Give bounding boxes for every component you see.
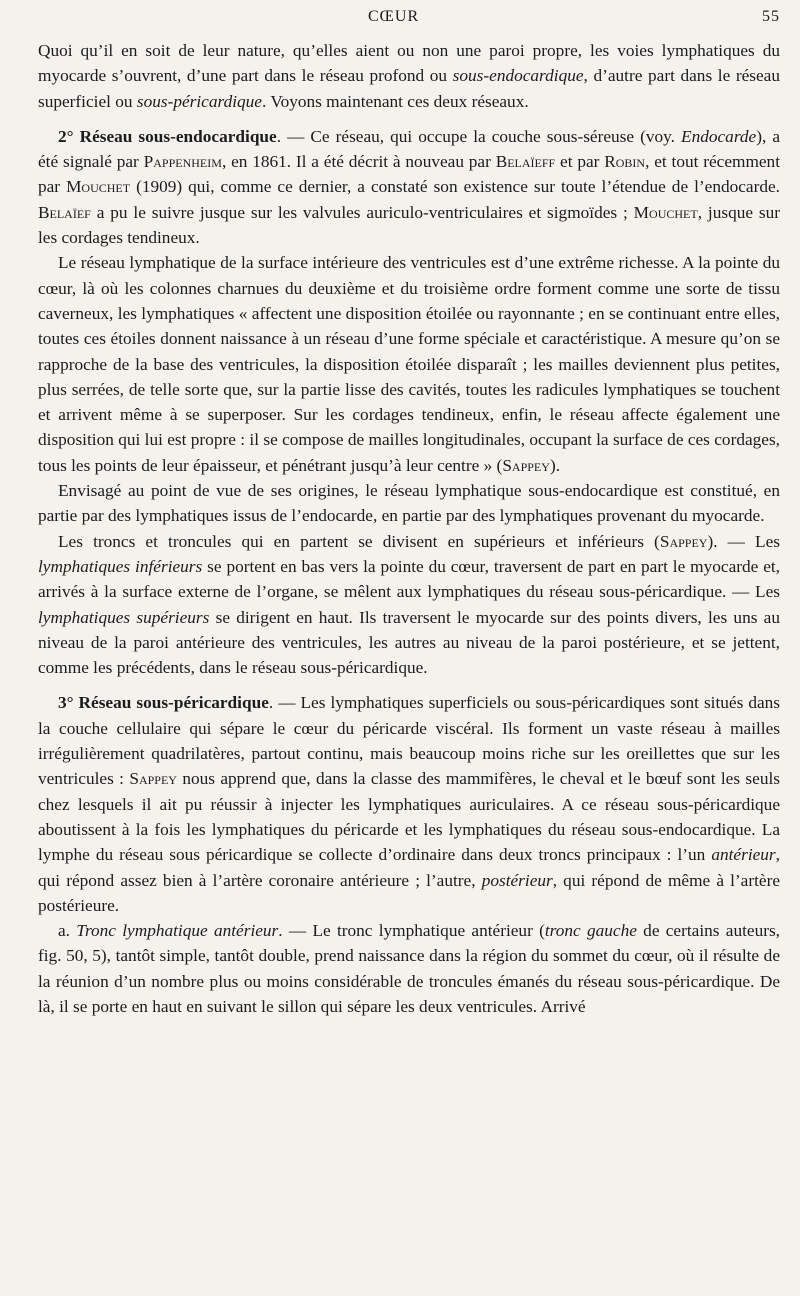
author-name: Pappenheim (143, 152, 222, 172)
text-run: . Voyons maintenant ces deux réseaux. (261, 91, 529, 111)
text-run: . — Le tronc lymphatique antérieur ( (278, 921, 545, 941)
italic-term: tronc gauche (544, 921, 637, 941)
italic-term: sous-endocardique (452, 66, 584, 86)
paragraph (38, 250, 780, 478)
italic-term: lymphatiques supérieurs (38, 607, 210, 627)
text-run: , et tout récemment par (38, 152, 781, 197)
text-run: Envisagé au point de vue de ses origines, le réseau lymphatique sous-endocardique est constitué, en partie par des lymphatiques issus de l’endocarde, en partie par des lymphatiques provenant du myocarde. (38, 481, 780, 526)
author-name: Sappey (129, 769, 177, 789)
text-run: , qui répond de même à l’artère postérieure. (38, 870, 780, 915)
section-heading: 2° Réseau sous-endocardique (58, 126, 277, 146)
author-name: Belaïeff (495, 152, 556, 172)
running-title: CŒUR (368, 8, 420, 25)
text-run: se portent en bas vers la pointe du cœur, traversent de part en part le myocarde et, arrivés à la surface externe de l’organe, se mêlent aux lymphatiques du réseau sous-péricardique. — Les (38, 556, 780, 602)
text-run: et par (555, 152, 605, 172)
paragraph (38, 478, 780, 529)
running-head (38, 8, 780, 34)
text-run: Le réseau lymphatique de la surface intérieure des ventricules est d’une extrême richesse. A la pointe du cœur, là où les colonnes charnues du deuxième et du troisième ordre forment comme une sorte de tissu caverneux, les lymphatiques « affectent une disposition étoilée ou rayonnante ; en se continuant entre elles, toutes ces étoiles donnent naissance à un réseau d’une forme spéciale et caractéristique. A mesure qu’on se rapproche de la base des ventricules, la disposition étoilée disparaît ; les mailles deviennent plus petites, plus serrées, de telle sorte que, sur la partie lisse des cavités, toutes les radicules lymphatiques se touchent et arrivent même à se superposer. Sur les cordages tendineux, enfin, le réseau affecte également une disposition qui lui est propre : il se compose de mailles longitudinales, occupant la surface de ces cordages, tous les points de leur épaisseur, et pénétrant jusqu’à leur centre » ( (38, 253, 780, 475)
italic-term: Endocarde (681, 126, 757, 146)
italic-term: antérieur (711, 845, 776, 865)
text-run: , jusque sur les cordages tendineux. (38, 202, 781, 248)
author-name: Belaïef (38, 202, 91, 222)
italic-term: lymphatiques inférieurs (38, 556, 203, 576)
body-text (38, 38, 780, 1019)
text-run: , d’autre part dans le réseau superficiel ou (38, 66, 780, 111)
text-run: Quoi qu’il en soit de leur nature, qu’elles aient ou non une paroi propre, les voies lymphatiques du myocarde s’ouvrent, d’une part dans le réseau profond ou (38, 41, 780, 86)
paragraph (38, 38, 780, 114)
text-run: a pu le suivre jusque sur les valvules auriculo-ventriculaires et sigmoïdes ; (90, 202, 634, 222)
italic-term: Tronc lymphatique antérieur (76, 921, 279, 941)
section-heading: 3° Réseau sous-péricardique (58, 693, 269, 713)
text-run: . — Les lymphatiques superficiels ou sous-péricardiques sont situés dans la couche cellulaire qui sépare le cœur du péricarde viscéral. Ils forment un vaste réseau à mailles irrégulièrement quadrilatères, partout continu, mais beaucoup moins riche sur les oreillettes que sur les ventricules : (38, 693, 780, 789)
author-name: Mouchet (633, 202, 698, 222)
author-name: Sappey (502, 455, 550, 475)
author-name: Robin (604, 152, 646, 172)
author-name: Sappey (659, 531, 708, 551)
text-run: ). (549, 455, 561, 475)
text-run: ), a été signalé par (38, 126, 781, 172)
text-run: , en 1861. Il a été décrit à nouveau par (221, 152, 496, 172)
italic-term: sous-péricardique (136, 91, 262, 111)
paragraph (38, 529, 780, 681)
text-run: ). — Les (707, 531, 780, 551)
italic-term: postérieur (481, 870, 553, 890)
paragraph (38, 918, 780, 1019)
paragraph (38, 690, 780, 918)
text-run: nous apprend que, dans la classe des mammifères, le cheval et le bœuf sont les seuls chez lesquels il ait pu réussir à injecter les lymphatiques auriculaires. A ce réseau sous-péricardique aboutissent à la fois les lymphatiques du péricarde et les lymphatiques du réseau sous-endocardique. La lymphe du réseau sous péricardique se collecte d’ordinaire dans deux troncs principaux : l’un (38, 769, 780, 865)
text-run: . — Ce réseau, qui occupe la couche sous-séreuse (voy. (276, 126, 682, 146)
paragraph (38, 124, 780, 250)
author-name: Mouchet (66, 177, 131, 197)
text-run: a. (58, 921, 77, 941)
text-run: de certains auteurs, fig. 50, 5), tantôt simple, tantôt double, prend naissance dans la région du sommet du cœur, où il résulte de la réunion d’un nombre plus ou moins considérable de troncules émanés du réseau sous-péricardique. De là, il se porte en haut en suivant le sillon qui sépare les deux ventricules. Arrivé (38, 921, 781, 1016)
text-run: (1909) qui, comme ce dernier, a constaté son existence sur toute l’étendue de l’endocarde. (130, 177, 780, 197)
page-number: 55 (762, 8, 780, 25)
text-run: se dirigent en haut. Ils traversent le myocarde sur des points divers, les uns au niveau de la paroi antérieure des ventricules, les autres au niveau de la paroi postérieure, et se jettent, comme les précédents, dans le réseau sous-péricardique. (38, 607, 780, 678)
text-run: Les troncs et troncules qui en partent se divisent en supérieurs et inférieurs ( (58, 531, 660, 551)
text-run: , qui répond assez bien à l’artère coronaire antérieure ; l’autre, (38, 845, 780, 890)
book-page (38, 0, 780, 1019)
